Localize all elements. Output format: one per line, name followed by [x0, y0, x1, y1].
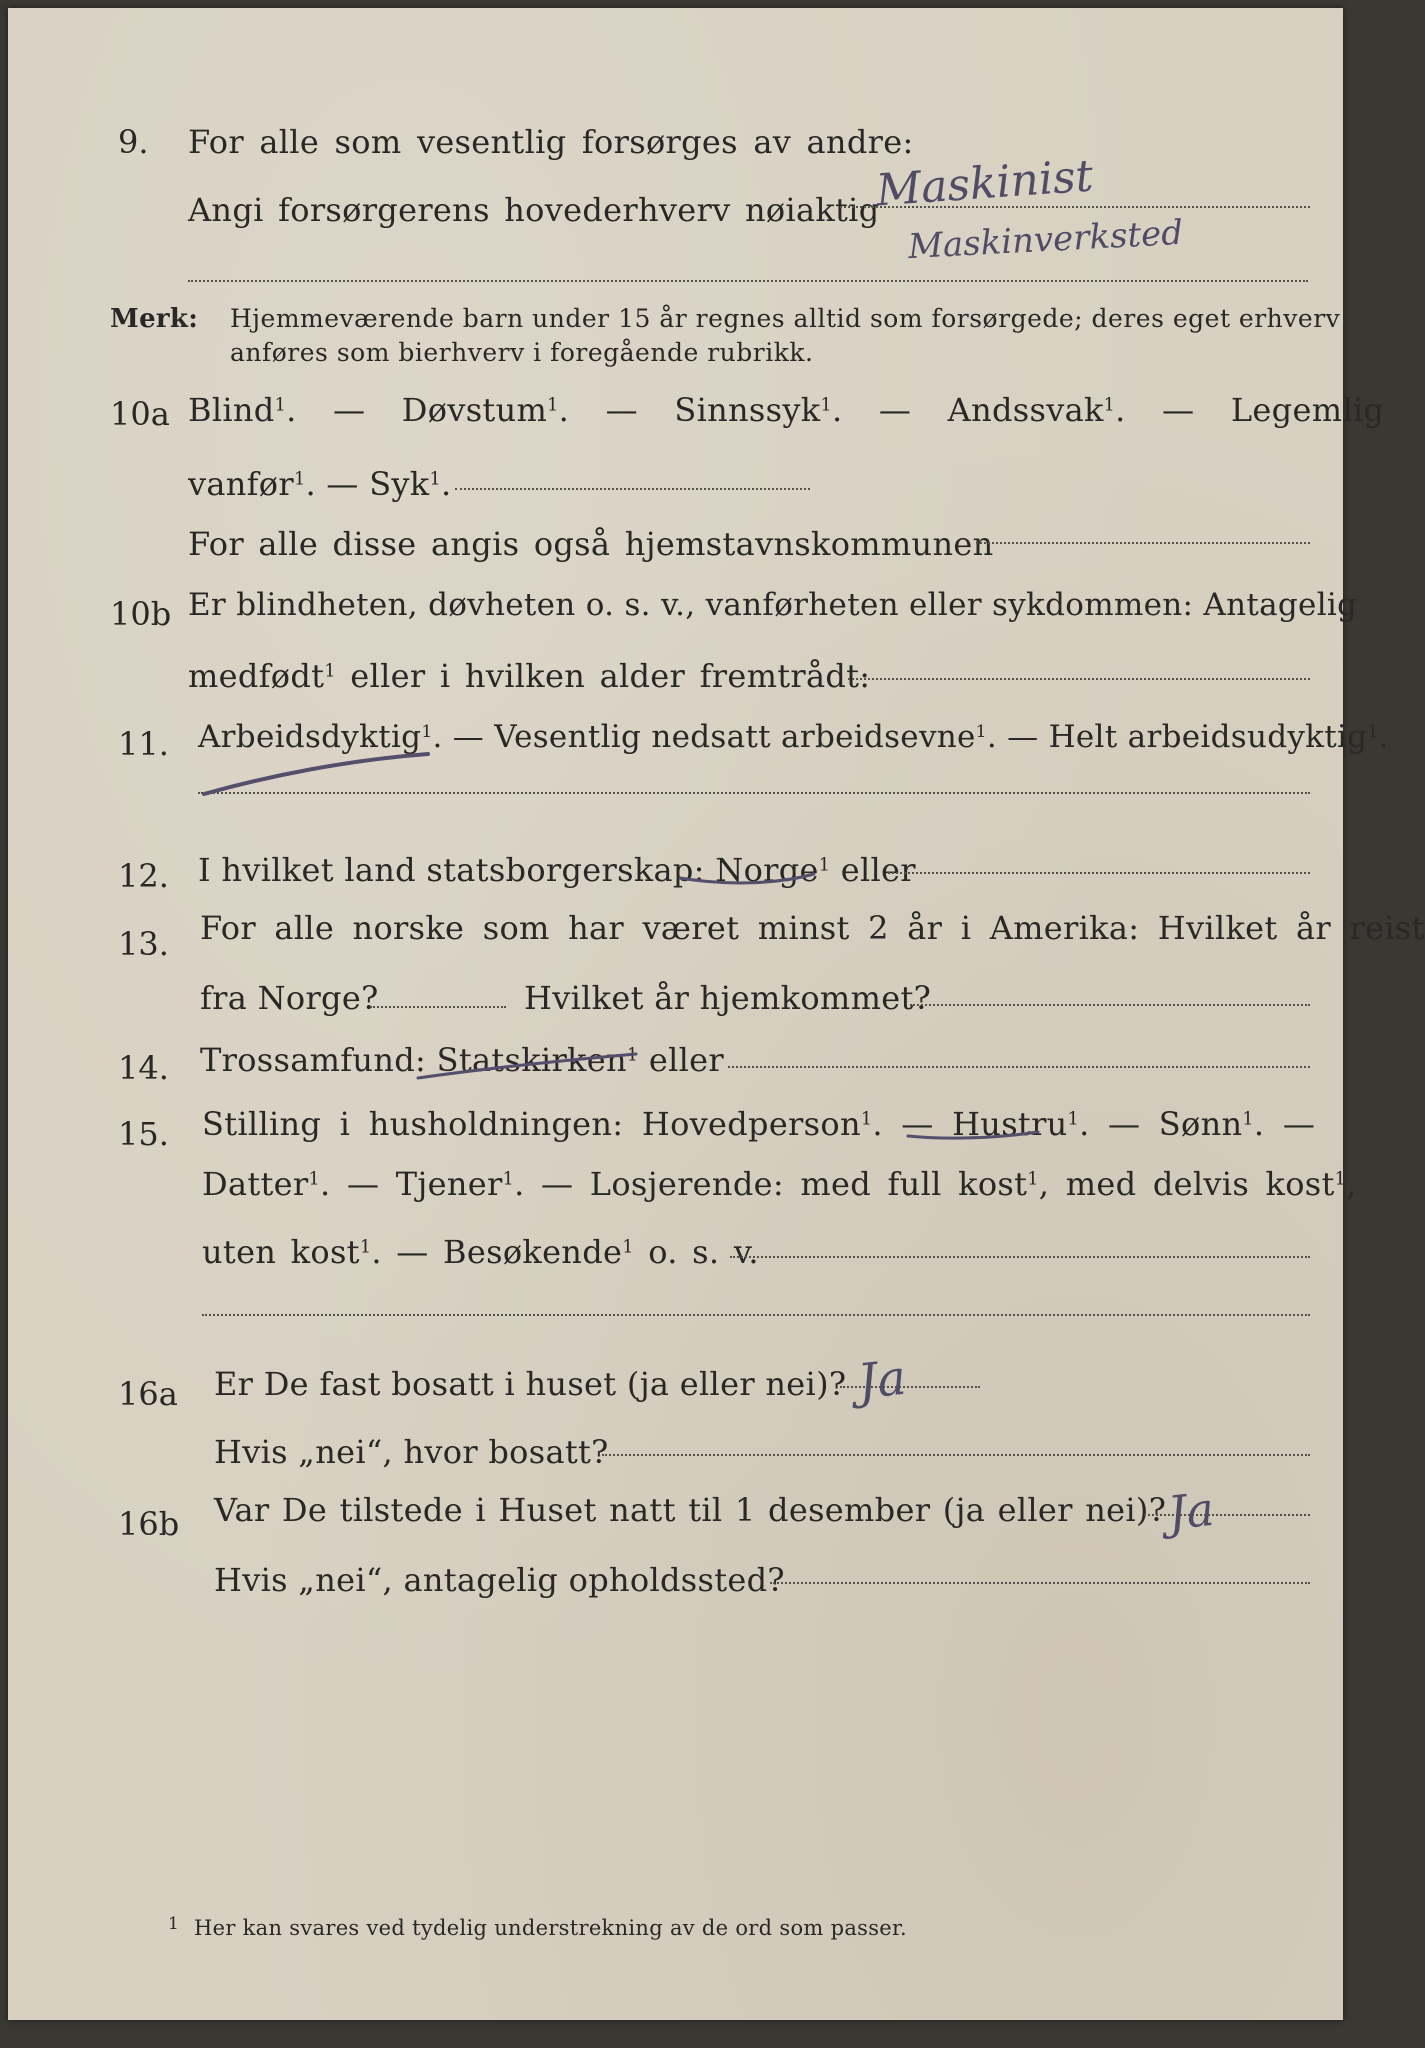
q10a-line3: For alle disse angis også hjemstavnskommunen [188, 525, 994, 563]
q13-line1: For alle norske som har været minst 2 år i Amerika: Hvilket år reist [200, 909, 1425, 947]
q13-dots-2 [910, 1004, 1310, 1006]
q14-dots [728, 1066, 1310, 1068]
q13-line2a: fra Norge? [200, 979, 379, 1017]
q9-line1: For alle som vesentlig forsørges av andre: [188, 123, 914, 161]
q10b-dots [848, 678, 1310, 680]
merk-label: Merk: [110, 304, 199, 334]
q13-number: 13. [118, 925, 169, 963]
q12-number: 12. [118, 857, 169, 895]
q9-number: 9. [118, 123, 149, 161]
q16b-dots-2 [770, 1582, 1310, 1584]
q13-line2b: Hvilket år hjemkommet? [524, 979, 932, 1017]
q13-dots-1 [370, 1006, 506, 1008]
q9-line2: Angi forsørgerens hovederhverv nøiaktig [188, 191, 880, 229]
q9-answer-line-2 [188, 280, 1308, 282]
q16b-handwritten-answer: Ja [1165, 1481, 1217, 1541]
q10b-line1: Er blindheten, døvheten o. s. v., vanførheten eller sykdommen: Antagelig [188, 587, 1358, 623]
q16a-number: 16a [118, 1375, 178, 1413]
q11-dots [198, 792, 1310, 794]
census-form-page [8, 8, 1425, 2020]
q10b-line2: medfødt$^1$ eller i hvilken alder fremtrådt: [188, 657, 871, 695]
q16b-line1: Var De tilstede i Huset natt til 1 desember (ja eller nei)? [214, 1491, 1167, 1529]
q9-handwritten-answer-2: Maskinverksted [907, 212, 1184, 268]
q10a-line3-dots [976, 542, 1310, 544]
q11-number: 11. [118, 725, 169, 763]
q10a-number: 10a [110, 395, 170, 433]
merk-line2: anføres som bierhverv i foregående rubrikk. [230, 338, 814, 367]
merk-line1: Hjemmeværende barn under 15 år regnes alltid som forsørgede; deres eget erhverv [230, 304, 1341, 333]
q11-line: Arbeidsdyktig$^1$. — Vesentlig nedsatt arbeidsevne$^1$. — Helt arbeidsudyktig$^1$. [198, 719, 1389, 755]
q10a-line2: vanfør$^1$. — Syk$^1$. [188, 465, 452, 503]
underline-arbeidsdyktig [204, 754, 428, 794]
footnote-text: Her kan svares ved tydelig understrekning av de ord som passer. [194, 1916, 908, 1940]
footnote-mark: 1 [168, 1914, 180, 1934]
q15-line1: Stilling i husholdningen: Hovedperson$^1$. — Hustru$^1$. — Sønn$^1$. — [202, 1105, 1316, 1143]
q15-dots-2 [202, 1314, 1310, 1316]
q15-dots-1 [730, 1256, 1310, 1258]
q12-dots [888, 872, 1310, 874]
q12-line: I hvilket land statsborgerskap: Norge$^1$ eller [198, 851, 916, 889]
q14-line: Trossamfund: Statskirken$^1$ eller [200, 1041, 725, 1079]
q15-line3: uten kost$^1$. — Besøkende$^1$ o. s. v. [202, 1233, 759, 1271]
q16a-handwritten-answer: Ja [855, 1349, 909, 1411]
q10b-number: 10b [110, 595, 172, 633]
q16b-line2: Hvis „nei“, antagelig opholdssted? [214, 1561, 785, 1599]
q15-line2: Datter$^1$. — Tjener$^1$. — Losjerende: med full kost$^1$, med delvis kost$^1$, [202, 1165, 1357, 1203]
q10a-line1: Blind$^1$. — Døvstum$^1$. — Sinnssyk$^1$. — Andssvak$^1$. — Legemlig [188, 391, 1385, 429]
q15-number: 15. [118, 1115, 169, 1153]
q14-number: 14. [118, 1049, 169, 1087]
q16a-line1: Er De fast bosatt i huset (ja eller nei)? [214, 1365, 847, 1403]
q16b-number: 16b [118, 1505, 180, 1543]
q16a-line2: Hvis „nei“, hvor bosatt? [214, 1433, 609, 1471]
q16a-dots-2 [602, 1454, 1310, 1456]
q9-handwritten-answer: Maskinist [874, 150, 1095, 217]
q10a-line2-dots [455, 488, 810, 490]
